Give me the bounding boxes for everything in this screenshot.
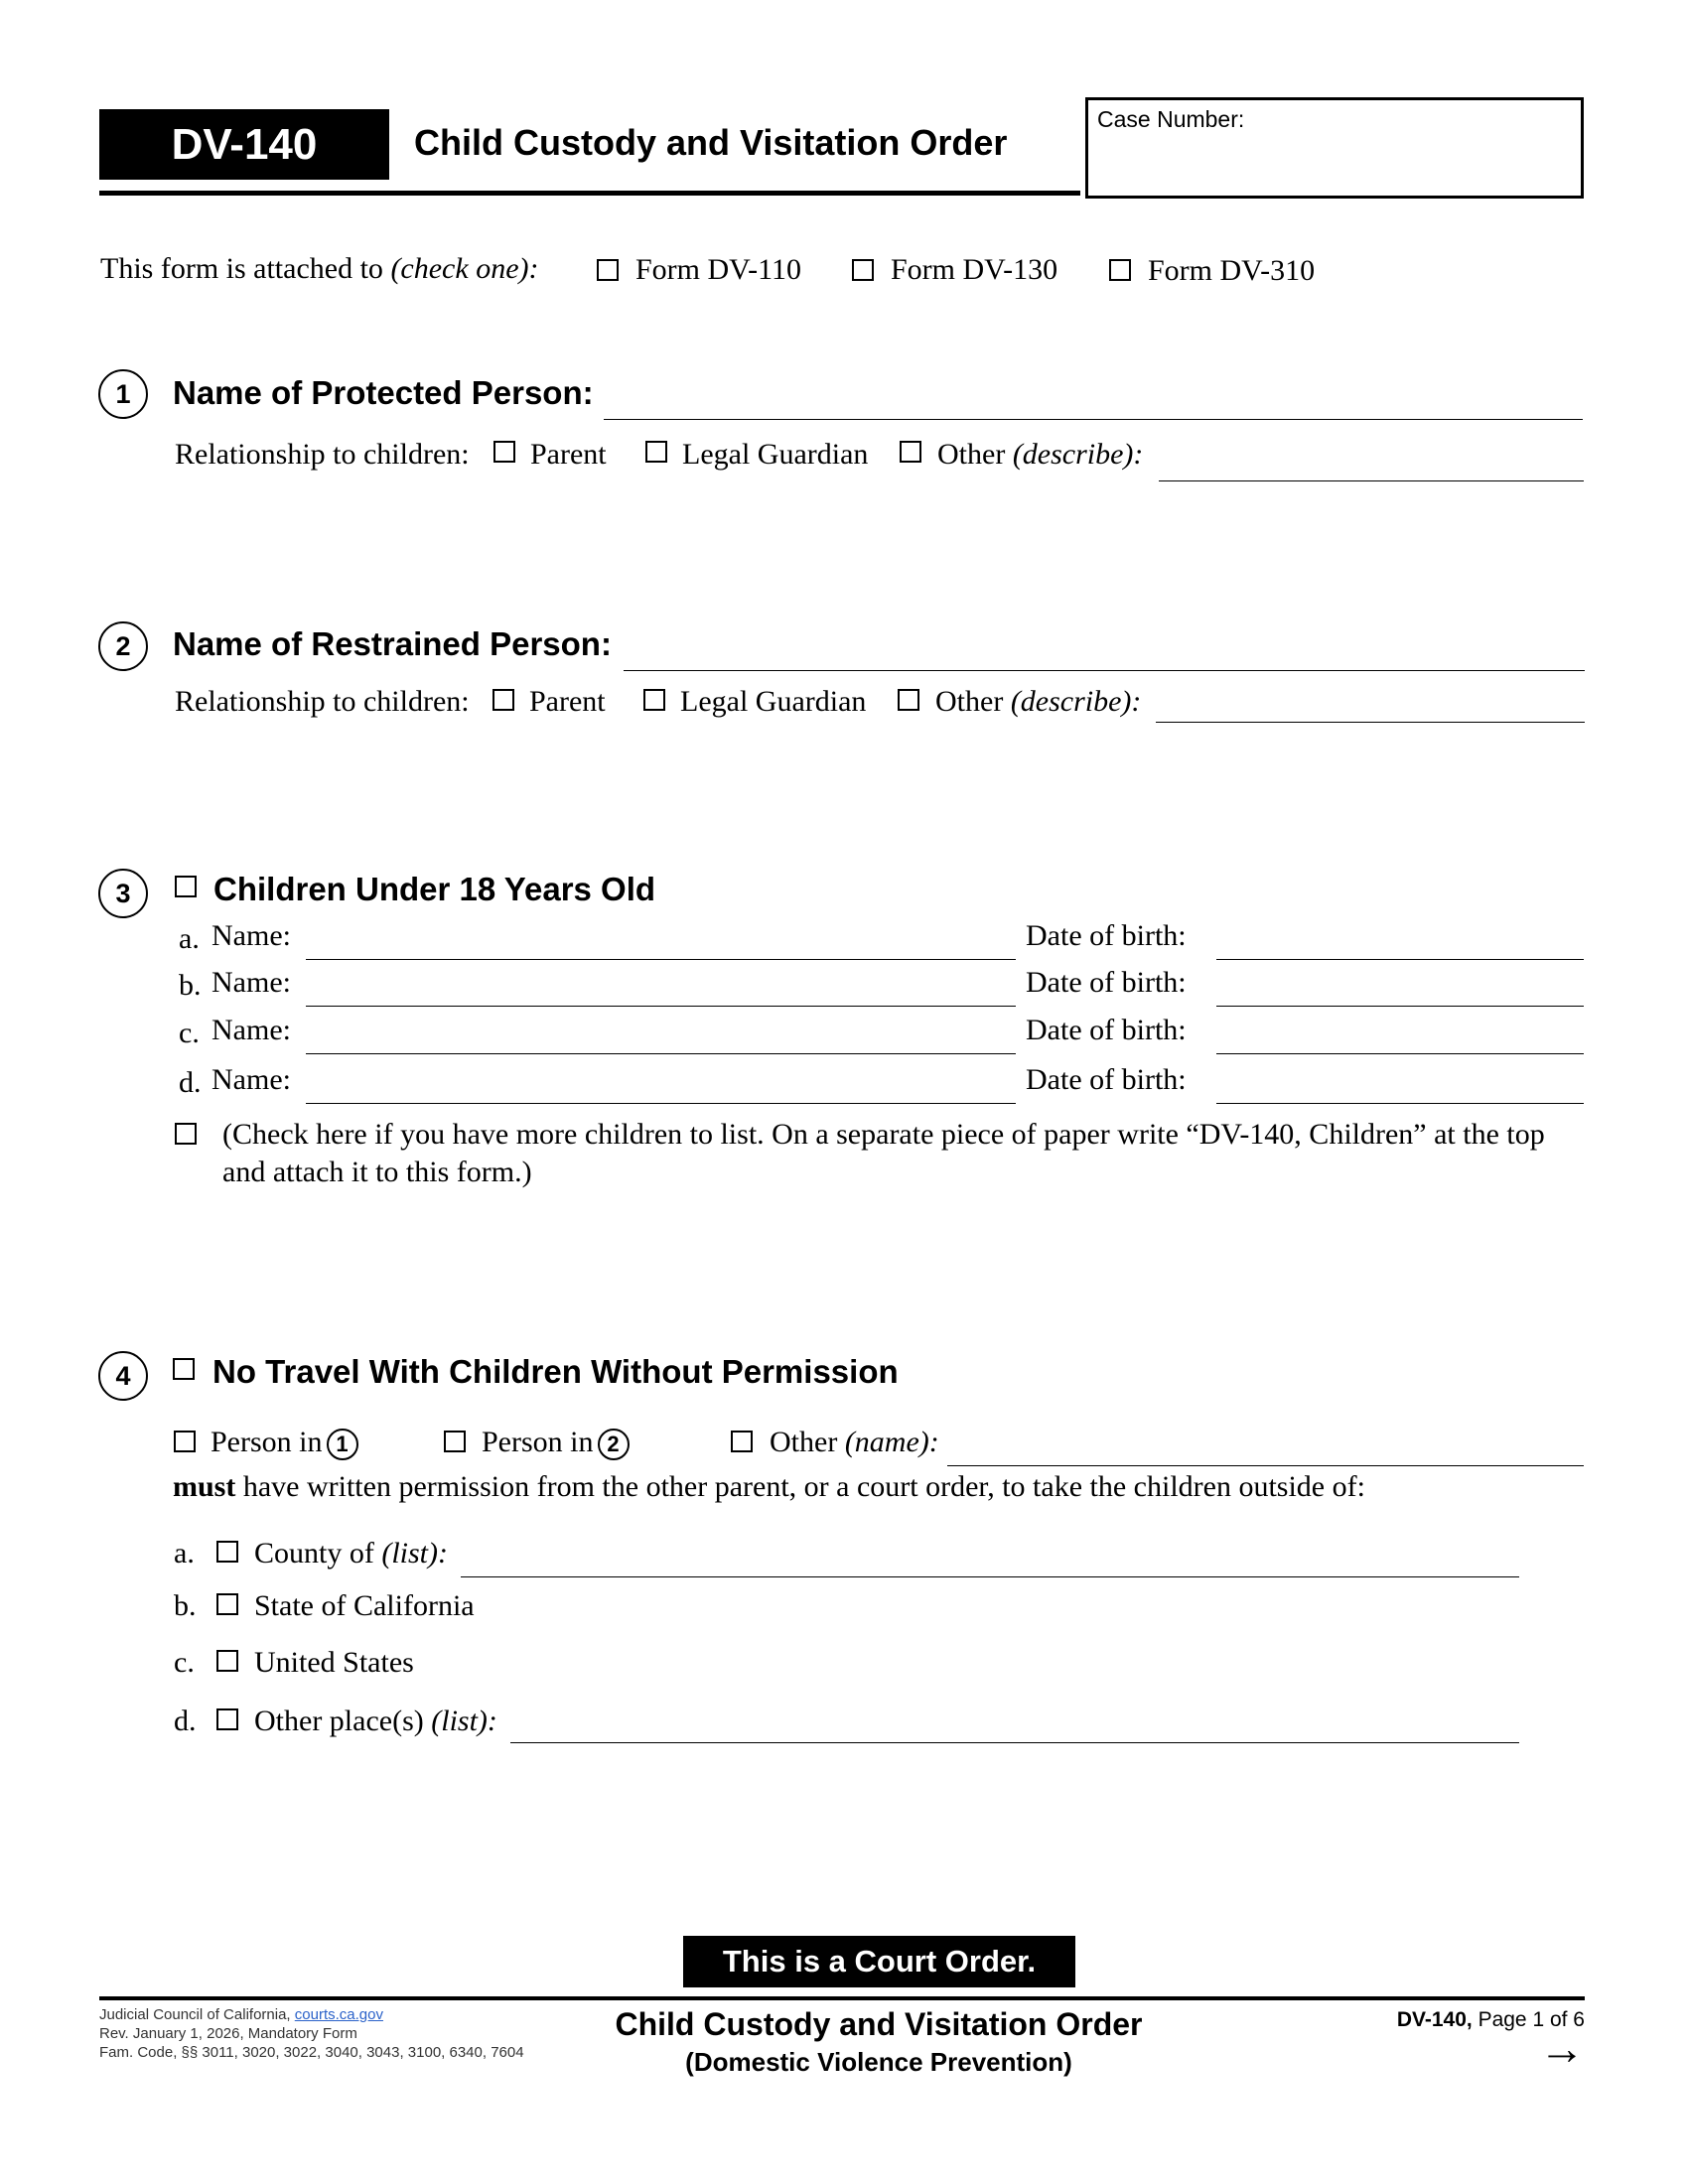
section-2-other-checkbox[interactable] <box>898 689 919 711</box>
section-4-number: 4 <box>98 1351 148 1401</box>
more-children-checkbox[interactable] <box>175 1123 197 1145</box>
child-a-dob-field[interactable] <box>1216 959 1584 960</box>
label-dv310: Form DV-310 <box>1148 254 1316 287</box>
section-1-title: Name of Protected Person: <box>173 374 594 411</box>
california-label: State of California <box>254 1589 475 1622</box>
section-2-other-describe-field[interactable] <box>1156 722 1585 723</box>
label-dv130: Form DV-130 <box>891 253 1058 286</box>
checkbox-dv130[interactable] <box>852 259 874 281</box>
section-1-parent-checkbox[interactable] <box>493 441 515 463</box>
footer-code: Fam. Code, §§ 3011, 3020, 3022, 3040, 3043, 3100, 6340, 7604 <box>99 2044 524 2061</box>
child-row-c-name-label: Name: <box>211 1014 291 1046</box>
footer-rev: Rev. January 1, 2026, Mandatory Form <box>99 2025 357 2042</box>
county-label: County of (list): <box>254 1537 448 1570</box>
footer-rule <box>99 1996 1585 2000</box>
section-2-parent-checkbox[interactable] <box>492 689 514 711</box>
section-1-guardian-label: Legal Guardian <box>682 438 869 471</box>
section-2-guardian-checkbox[interactable] <box>643 689 665 711</box>
section-2-relationship-label: Relationship to children: <box>175 685 470 718</box>
child-row-a-name-label: Name: <box>211 919 291 952</box>
child-row-d-name-label: Name: <box>211 1063 291 1096</box>
section-1-relationship-label: Relationship to children: <box>175 438 470 471</box>
section-2-guardian-label: Legal Guardian <box>680 685 867 718</box>
protected-person-name-field[interactable] <box>604 419 1583 420</box>
section-1-number: 1 <box>98 369 148 419</box>
checkbox-dv110[interactable] <box>597 259 619 281</box>
child-b-dob-field[interactable] <box>1216 1006 1584 1007</box>
form-id: DV-140 <box>171 120 318 169</box>
next-page-arrow-icon: → <box>1539 2022 1585 2074</box>
travel-item-d-letter: d. <box>174 1705 197 1737</box>
case-number-label: Case Number: <box>1097 106 1245 132</box>
form-title: Child Custody and Visitation Order <box>414 122 1008 163</box>
county-field[interactable] <box>461 1576 1519 1577</box>
section-4-title: No Travel With Children Without Permission <box>212 1353 899 1390</box>
courts-link[interactable]: courts.ca.gov <box>294 2006 383 2023</box>
header-rule <box>99 191 1080 196</box>
child-row-b-name-label: Name: <box>211 966 291 999</box>
united-states-label: United States <box>254 1646 414 1679</box>
section-1-other-checkbox[interactable] <box>900 441 921 463</box>
section-1-parent-label: Parent <box>530 438 607 471</box>
ref-2-icon: 2 <box>598 1429 630 1460</box>
county-checkbox[interactable] <box>216 1541 238 1563</box>
united-states-checkbox[interactable] <box>216 1650 238 1672</box>
footer-page: DV-140, Page 1 of 6 <box>1396 2008 1585 2031</box>
child-row-a-dob-label: Date of birth: <box>1026 919 1187 952</box>
footer-subtitle: (Domestic Violence Prevention) <box>685 2047 1072 2077</box>
checkbox-dv310[interactable] <box>1109 259 1131 281</box>
person-in-1-checkbox[interactable] <box>174 1431 196 1452</box>
child-a-name-field[interactable] <box>306 959 1016 960</box>
person-in-1-label: Person in 1 <box>211 1426 358 1460</box>
child-c-dob-field[interactable] <box>1216 1053 1584 1054</box>
travel-item-b-letter: b. <box>174 1589 197 1622</box>
footer-council: Judicial Council of California, courts.ca.gov <box>99 2006 383 2023</box>
child-row-d-dob-label: Date of birth: <box>1026 1063 1187 1096</box>
section-2-parent-label: Parent <box>529 685 606 718</box>
attached-label: This form is attached to (check one): <box>100 252 539 285</box>
section-2-number: 2 <box>98 621 148 671</box>
label-dv110: Form DV-110 <box>635 253 801 286</box>
section-3-number: 3 <box>98 869 148 918</box>
section-1-other-describe-field[interactable] <box>1159 480 1584 481</box>
section-3-checkbox[interactable] <box>175 876 197 897</box>
section-2-title: Name of Restrained Person: <box>173 625 612 662</box>
child-row-b-dob-label: Date of birth: <box>1026 966 1187 999</box>
child-c-name-field[interactable] <box>306 1053 1016 1054</box>
footer-title: Child Custody and Visitation Order <box>615 2006 1143 2042</box>
restrained-person-name-field[interactable] <box>624 670 1585 671</box>
section-1-guardian-checkbox[interactable] <box>645 441 667 463</box>
child-row-c-letter: c. <box>179 1017 200 1049</box>
travel-item-a-letter: a. <box>174 1537 195 1570</box>
more-children-text-line2: and attach it to this form.) <box>222 1156 532 1188</box>
section-1-other-label: Other (describe): <box>937 438 1144 471</box>
person-in-2-label: Person in 2 <box>482 1426 630 1460</box>
other-name-field[interactable] <box>947 1465 1584 1466</box>
travel-item-c-letter: c. <box>174 1646 195 1679</box>
child-row-d-letter: d. <box>179 1066 202 1099</box>
section-4-checkbox[interactable] <box>173 1358 195 1380</box>
child-row-c-dob-label: Date of birth: <box>1026 1014 1187 1046</box>
child-row-b-letter: b. <box>179 969 202 1002</box>
section-3-title: Children Under 18 Years Old <box>213 871 656 907</box>
court-order-text: This is a Court Order. <box>722 1944 1037 1979</box>
other-name-checkbox[interactable] <box>731 1431 753 1452</box>
child-b-name-field[interactable] <box>306 1006 1016 1007</box>
person-in-2-checkbox[interactable] <box>444 1431 466 1452</box>
other-places-label: Other place(s) (list): <box>254 1705 497 1737</box>
section-2-other-label: Other (describe): <box>935 685 1142 718</box>
child-d-dob-field[interactable] <box>1216 1103 1584 1104</box>
more-children-text-line1: (Check here if you have more children to list. On a separate piece of paper write “DV-140, Children” at the top <box>222 1118 1545 1151</box>
other-places-field[interactable] <box>510 1742 1519 1743</box>
california-checkbox[interactable] <box>216 1593 238 1615</box>
child-row-a-letter: a. <box>179 922 200 955</box>
other-name-label: Other (name): <box>770 1426 939 1458</box>
other-places-checkbox[interactable] <box>216 1708 238 1730</box>
must-permission-text: must have written permission from the other parent, or a court order, to take the children outside of: <box>173 1470 1365 1503</box>
ref-1-icon: 1 <box>327 1429 358 1460</box>
child-d-name-field[interactable] <box>306 1103 1016 1104</box>
